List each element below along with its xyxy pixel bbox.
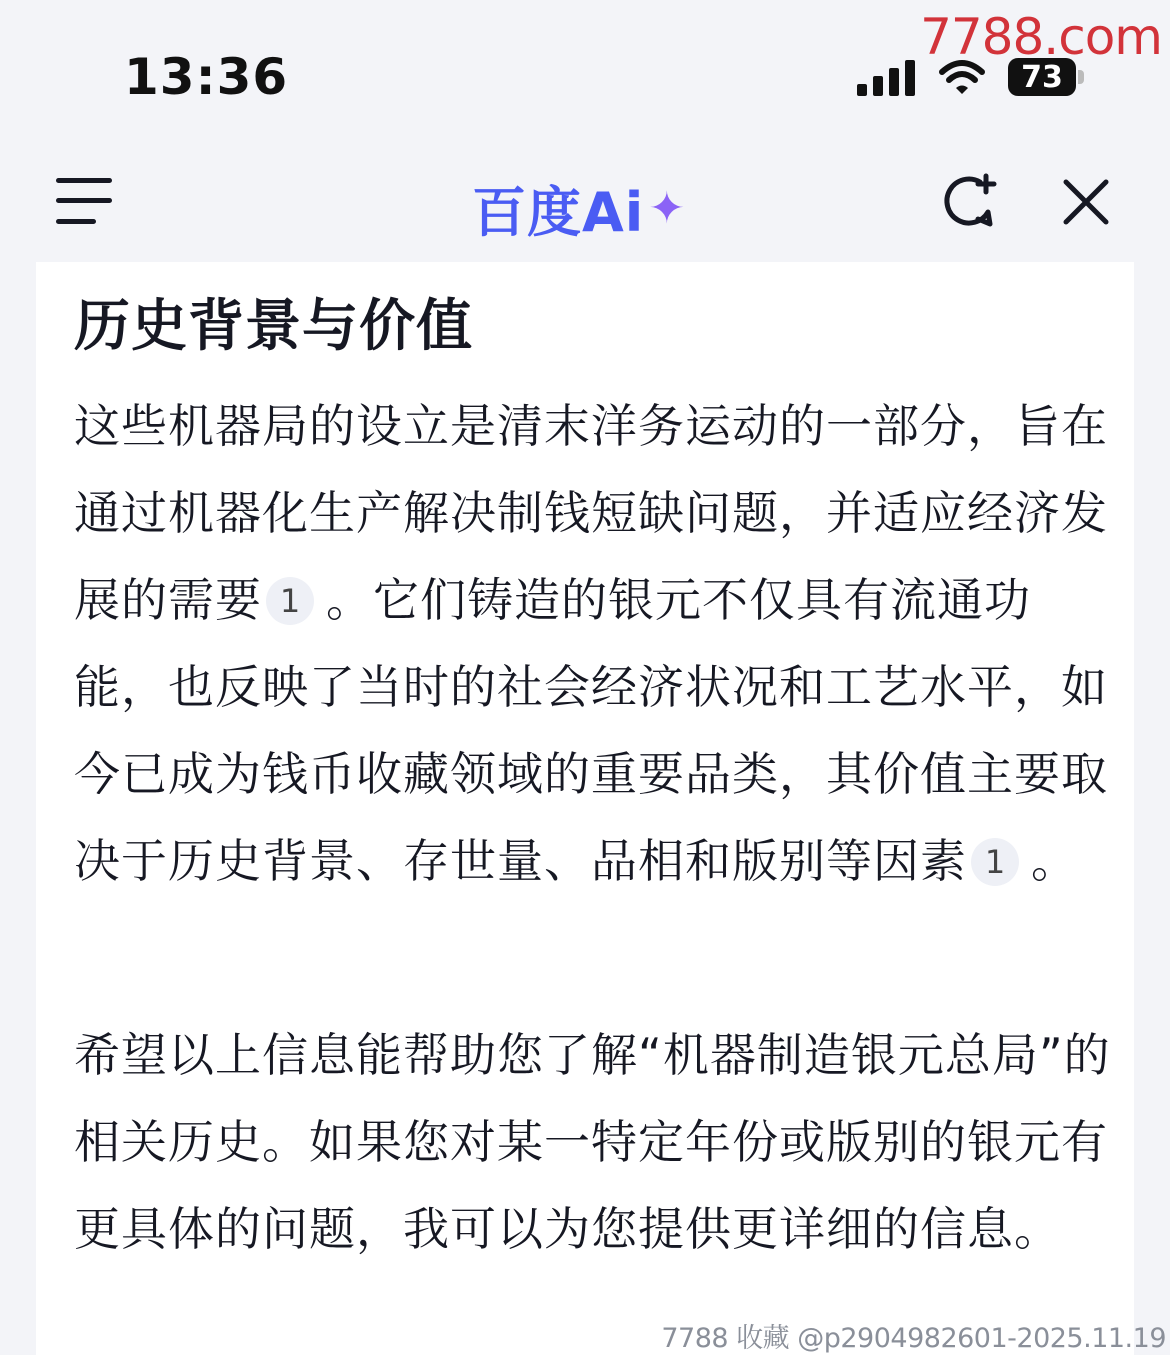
close-icon[interactable] bbox=[1060, 176, 1112, 228]
menu-icon[interactable] bbox=[56, 176, 112, 226]
paragraph-text: 。它们铸造的银元不仅具有流通功能，也反映了当时的社会经济状况和工艺水平，如今已成为钱币收藏领域的重要品类，其价值主要取决于历史背景、存世量、品相和版别等因素 bbox=[74, 573, 1108, 888]
answer-card bbox=[36, 262, 1134, 1355]
paragraph-text: 。 bbox=[1031, 834, 1078, 888]
logo-text: 百度Ai bbox=[472, 181, 645, 244]
battery-level: 73 bbox=[1021, 59, 1063, 95]
signal-icon bbox=[857, 58, 915, 96]
battery-cap bbox=[1078, 70, 1084, 84]
sparkle-icon: ✦ bbox=[648, 183, 687, 234]
section-heading: 历史背景与价值 bbox=[74, 294, 473, 359]
new-chat-icon[interactable] bbox=[940, 172, 1000, 232]
answer-paragraph-2: 希望以上信息能帮助您了解“机器制造银元总局”的相关历史。如果您对某一特定年份或版别的银元有更具体的问题，我可以为您提供更详细的信息。 bbox=[74, 1028, 1111, 1256]
app-logo bbox=[472, 170, 686, 247]
watermark-bottom: 7788 收藏 @p2904982601-2025.11.19 bbox=[661, 1323, 1166, 1354]
citation-badge[interactable]: 1 bbox=[266, 577, 314, 625]
status-time: 13:36 bbox=[124, 48, 289, 106]
watermark-top: 7788.com bbox=[920, 8, 1162, 66]
citation-badge[interactable]: 1 bbox=[971, 838, 1019, 886]
paragraph-text: 这些机器局的设立是清末洋务运动的一部分，旨在通过机器化生产解决制钱短缺问题，并适应经济发展的需要 bbox=[74, 399, 1108, 627]
answer-paragraph-1 bbox=[74, 383, 1114, 905]
